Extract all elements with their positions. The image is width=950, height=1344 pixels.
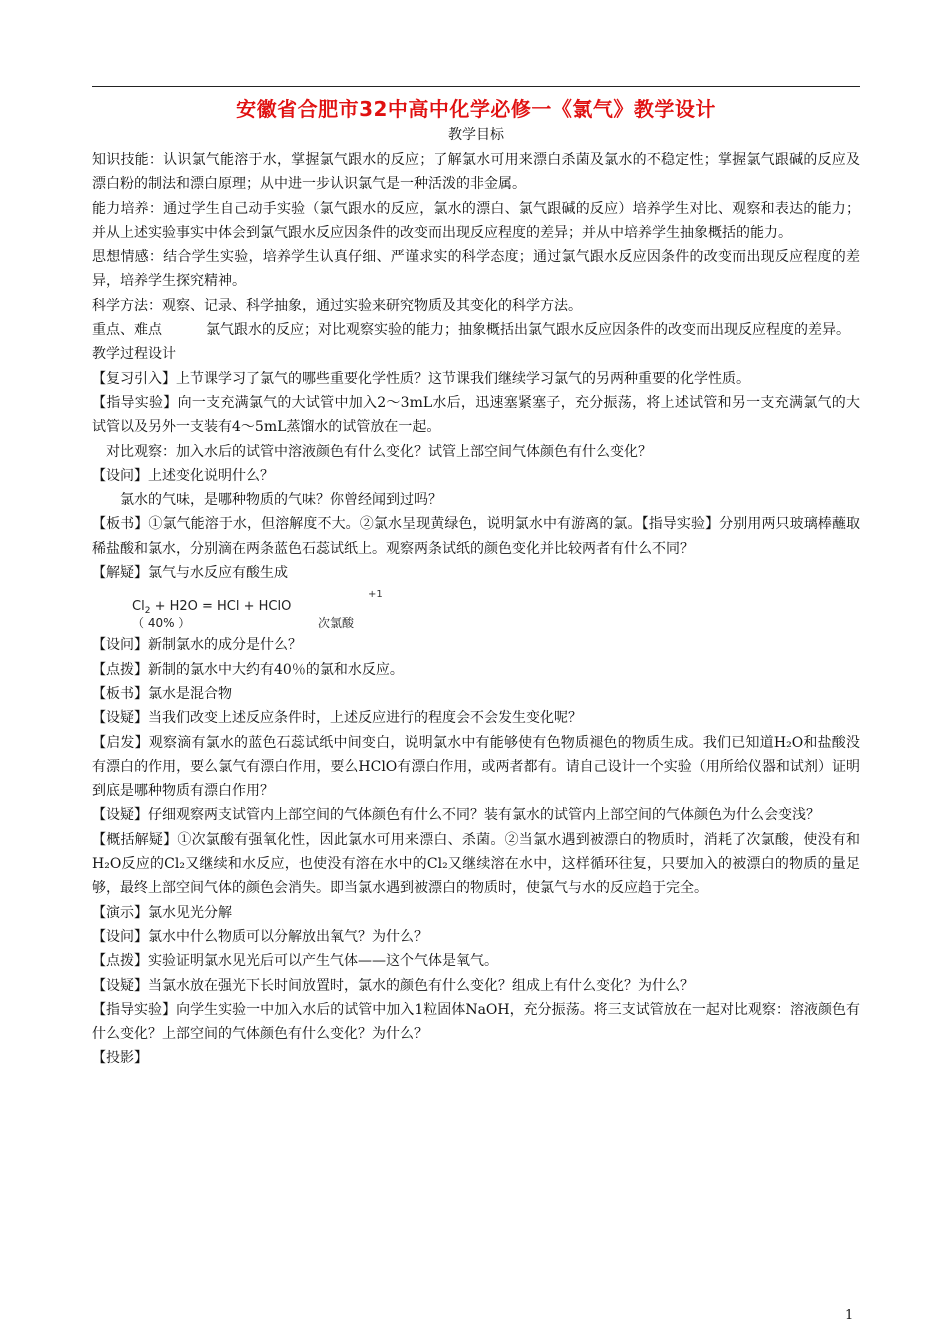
heading-process-design: 教学过程设计 xyxy=(92,346,176,363)
paragraph-key-points xyxy=(92,318,860,342)
paragraph-doubt-1: 【设疑】当我们改变上述反应条件时，上述反应进行的程度会不会发生变化呢？ xyxy=(92,710,582,727)
paragraph-compare-observe: 对比观察：加入水后的试管中溶液颜色有什么变化？试管上部空间气体颜色有什么变化？ xyxy=(106,443,652,460)
paragraph-inspiration: 【启发】观察滴有氯水的蓝色石蕊试纸中间变白，说明氯水中有能够使有色物质褪色的物质生成。我们已知道H₂O和盐酸没有漂白的作用，要么氯气有漂白作用，要么HClO有漂白作用，或两者都有。请自己设计一个实验（用所给仪器和试剂）证明到底是哪种物质有漂白作用？ xyxy=(92,734,860,800)
key-points-text: 氯气跟水的反应；对比观察实验的能力；抽象概括出氯气跟水反应因条件的改变而出现反应程度的差异。 xyxy=(206,322,850,339)
percent-label: （ 40% ） xyxy=(132,616,191,631)
key-points-label: 重点、难点 xyxy=(92,322,162,339)
oxidation-state-label: +1 xyxy=(368,589,383,601)
paragraph-guided-experiment-2: 【指导实验】向学生实验一中加入水后的试管中加入1粒固体NaOH，充分振荡。将三支试管放在一起对比观察：溶液颜色有什么变化？上部空间的气体颜色有什么变化？为什么？ xyxy=(92,1001,860,1043)
paragraph-question-2: 【设问】新制氯水的成分是什么？ xyxy=(92,637,302,654)
document-title: 安徽省合肥市32中高中化学必修一《氯气》教学设计 xyxy=(236,97,716,121)
paragraph-demo: 【演示】氯水见光分解 xyxy=(92,904,232,921)
paragraph-summary: 【概括解疑】①次氯酸有强氧化性，因此氯水可用来漂白、杀菌。②当氯水遇到被漂白的物质时，消耗了次氯酸，使没有和H₂O反应的Cl₂又继续和水反应，也使没有溶在水中的Cl₂又继续溶在水中，这样循环往复，只要加入的被漂白的物质的量足够，最终上部空间气体的颜色会消失。即当氯水遇到被漂白的物质时，使氯气与水的反应趋于完全。 xyxy=(92,831,860,897)
paragraph-board-1: 【板书】①氯气能溶于水，但溶解度不大。②氯水呈现黄绿色，说明氯水中有游离的氯。【指导实验】分别用两只玻璃棒蘸取稀盐酸和氯水，分别滴在两条蓝色石蕊试纸上。观察两条试纸的颜色变化并比较两者有什么不同？ xyxy=(92,516,860,557)
paragraph-hint-1: 【点拨】新制的氯水中大约有40％的氯和水反应。 xyxy=(92,661,404,678)
equation-text: $Cl_2 + H2O$ = HCl + HClO xyxy=(132,599,292,617)
paragraph-knowledge-skills: 知识技能：认识氯气能溶于水，掌握氯气跟水的反应；了解氯水可用来漂白杀菌及氯水的不稳定性；掌握氯气跟碱的反应及漂白粉的制法和漂白原理；从中进一步认识氯气是一种活泼的非金属。 xyxy=(92,152,860,193)
paragraph-board-2: 【板书】氯水是混合物 xyxy=(92,685,232,702)
paragraph-smell-question: 氯水的气味，是哪种物质的气味？你曾经闻到过吗？ xyxy=(120,492,442,509)
page-number: 1 xyxy=(845,1308,854,1323)
equation-figure xyxy=(128,587,468,631)
paragraph-resolve-doubt: 【解疑】氯气与水反应有酸生成 xyxy=(92,565,288,582)
paragraph-guided-experiment-1: 【指导实验】向一支充满氯气的大试管中加入2～3mL水后，迅速塞紧塞子，充分振荡，将上述试管和另一支充满氯气的大试管以及另外一支装有4～5mL蒸馏水的试管放在一起。 xyxy=(92,394,860,436)
document-body xyxy=(92,148,860,1071)
paragraph-review-intro: 【复习引入】上节课学习了氯气的哪些重要化学性质？这节课我们继续学习氯气的另两种重要的化学性质。 xyxy=(92,370,750,387)
chemical-equation xyxy=(92,587,860,631)
section-heading-teaching-goals: 教学目标 xyxy=(448,127,504,143)
paragraph-question-1: 【设问】上述变化说明什么？ xyxy=(92,467,274,484)
header-rule xyxy=(92,86,860,87)
paragraph-ability-training: 能力培养：通过学生自己动手实验（氯气跟水的反应，氯水的漂白、氯气跟碱的反应）培养学生对比、观察和表达的能力；并从上述实验事实中体会到氯气跟水反应因条件的改变而出现反应程度的差异；并从中培养学生抽象概括的能力。 xyxy=(92,200,860,241)
paragraph-attitude: 思想情感：结合学生实验，培养学生认真仔细、严谨求实的科学态度；通过氯气跟水反应因条件的改变而出现反应程度的差异，培养学生探究精神。 xyxy=(92,249,860,290)
paragraph-doubt-3: 【设疑】当氯水放在强光下长时间放置时，氯水的颜色有什么变化？组成上有什么变化？为什么？ xyxy=(92,977,694,994)
paragraph-projection: 【投影】 xyxy=(92,1050,148,1067)
paragraph-scientific-method: 科学方法：观察、记录、科学抽象，通过实验来研究物质及其变化的科学方法。 xyxy=(92,297,582,314)
paragraph-doubt-2: 【设疑】仔细观察两支试管内上部空间的气体颜色有什么不同？装有氯水的试管内上部空间的气体颜色为什么会变浅？ xyxy=(92,807,820,824)
paragraph-hint-2: 【点拨】实验证明氯水见光后可以产生气体——这个气体是氧气。 xyxy=(92,953,498,970)
hypochlorous-acid-label: 次氯酸 xyxy=(318,616,355,631)
paragraph-question-3: 【设问】氯水中什么物质可以分解放出氧气？为什么？ xyxy=(92,928,428,945)
